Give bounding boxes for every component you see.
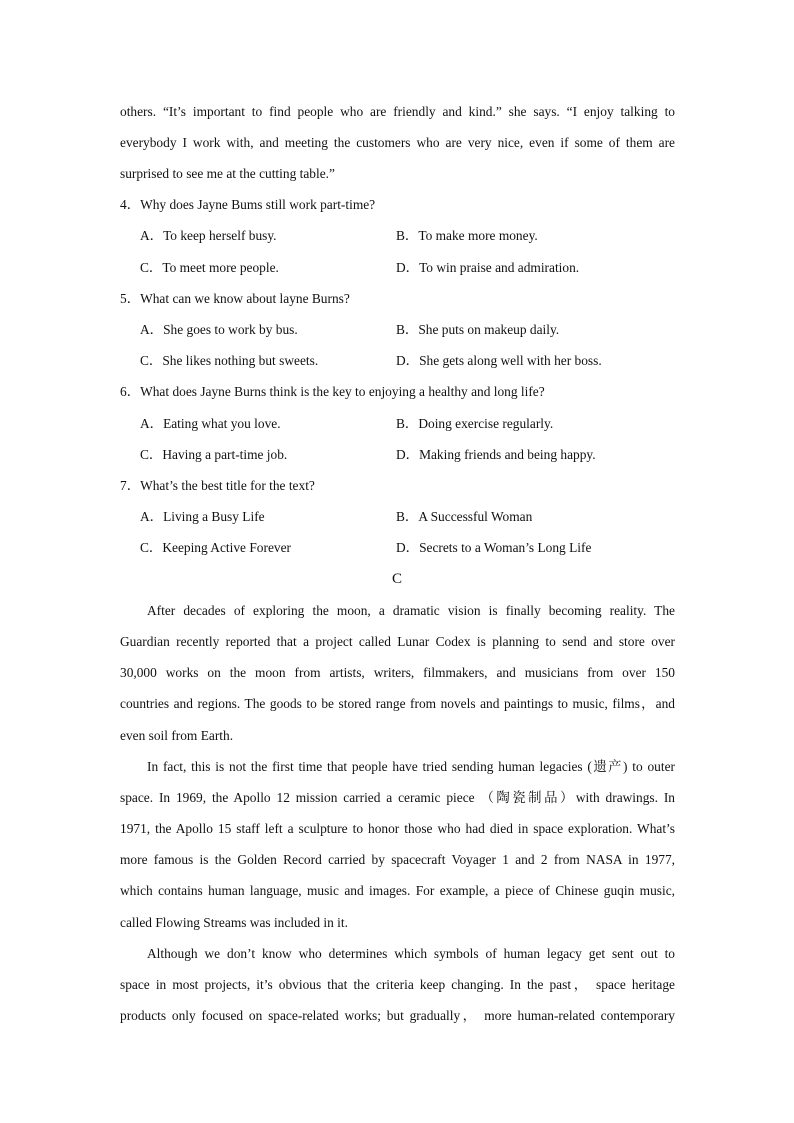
option-letter: C． xyxy=(140,540,163,555)
intro-line: surprised to see me at the cutting table.” xyxy=(120,166,335,181)
option-text: Living a Busy Life xyxy=(163,509,265,524)
question-7 xyxy=(120,476,315,496)
passage-line: countries and regions. The goods to be stored range from novels and paintings to music, films，and xyxy=(120,696,675,711)
option-letter: B． xyxy=(396,228,419,243)
question-text: What’s the best title for the text? xyxy=(140,478,315,493)
option-text: Eating what you love. xyxy=(163,416,281,431)
option-letter: A． xyxy=(140,322,164,337)
passage-line: Guardian recently reported that a project called Lunar Codex is planning to send and store over xyxy=(120,634,675,649)
intro-line: others. “It’s important to find people who are friendly and kind.” she says. “I enjoy talking to xyxy=(120,104,675,119)
option-6b xyxy=(396,414,553,434)
option-4d xyxy=(396,258,579,278)
question-text: What can we know about layne Burns? xyxy=(140,291,350,306)
question-number: 7． xyxy=(120,478,141,493)
passage-line: which contains human language, music and images. For example, a piece of Chinese guqin music, xyxy=(120,883,675,898)
option-letter: A． xyxy=(140,228,164,243)
option-5c xyxy=(140,351,318,371)
option-5d xyxy=(396,351,602,371)
option-text: She puts on makeup daily. xyxy=(418,322,560,337)
option-text: A Successful Woman xyxy=(418,509,533,524)
option-text: She goes to work by bus. xyxy=(163,322,298,337)
option-letter: D． xyxy=(396,353,420,368)
question-5 xyxy=(120,289,350,309)
passage-line: space. In 1969, the Apollo 12 mission carried a ceramic piece （陶瓷制品）with drawings. In xyxy=(120,790,675,805)
option-letter: C． xyxy=(140,353,163,368)
option-letter: C． xyxy=(140,447,163,462)
option-7d xyxy=(396,538,591,558)
passage-line: even soil from Earth. xyxy=(120,728,234,743)
option-text: Having a part-time job. xyxy=(162,447,288,462)
option-text: To win praise and admiration. xyxy=(419,260,580,275)
option-text: To keep herself busy. xyxy=(163,228,277,243)
option-text: To meet more people. xyxy=(162,260,279,275)
passage-line: more famous is the Golden Record carried by spacecraft Voyager 1 and 2 from NASA in 1977, xyxy=(120,852,675,867)
question-6 xyxy=(120,382,545,402)
question-number: 6． xyxy=(120,384,141,399)
passage-line: 30,000 works on the moon from artists, writers, filmmakers, and musicians from over 150 xyxy=(120,665,675,680)
passage-line: called Flowing Streams was included in it. xyxy=(120,915,348,930)
option-letter: D． xyxy=(396,447,420,462)
option-6a xyxy=(140,414,281,434)
option-7b xyxy=(396,507,532,527)
passage-line: Although we don’t know who determines which symbols of human legacy get sent out to xyxy=(147,946,675,961)
option-letter: B． xyxy=(396,509,419,524)
option-text: Making friends and being happy. xyxy=(419,447,596,462)
option-4b xyxy=(396,226,538,246)
option-letter: B． xyxy=(396,416,419,431)
option-text: Keeping Active Forever xyxy=(162,540,291,555)
option-5a xyxy=(140,320,298,340)
option-letter: B． xyxy=(396,322,419,337)
option-6d xyxy=(396,445,596,465)
option-letter: A． xyxy=(140,509,164,524)
question-number: 5． xyxy=(120,291,141,306)
option-4c xyxy=(140,258,279,278)
option-letter: C． xyxy=(140,260,163,275)
option-letter: D． xyxy=(396,260,420,275)
question-4 xyxy=(120,195,375,215)
question-number: 4． xyxy=(120,197,141,212)
option-7a xyxy=(140,507,265,527)
passage-line: In fact, this is not the first time that people have tried sending human legacies (遗产) to outer xyxy=(147,759,675,774)
option-5b xyxy=(396,320,559,340)
option-text: Doing exercise regularly. xyxy=(418,416,554,431)
question-text: What does Jayne Burns think is the key to enjoying a healthy and long life? xyxy=(140,384,545,399)
option-6c xyxy=(140,445,287,465)
passage-line: space in most projects, it’s obvious that the criteria keep changing. In the past， space heritage xyxy=(120,977,675,992)
option-letter: A． xyxy=(140,416,164,431)
option-letter: D． xyxy=(396,540,420,555)
option-text: She likes nothing but sweets. xyxy=(162,353,319,368)
option-text: Secrets to a Woman’s Long Life xyxy=(419,540,592,555)
passage-line: After decades of exploring the moon, a dramatic vision is finally becoming reality. The xyxy=(147,603,675,618)
option-4a xyxy=(140,226,277,246)
option-7c xyxy=(140,538,291,558)
passage-line: products only focused on space-related works; but gradually， more human-related contemporary xyxy=(120,1008,675,1023)
question-text: Why does Jayne Bums still work part-time? xyxy=(140,197,376,212)
option-text: She gets along well with her boss. xyxy=(419,353,602,368)
passage-line: 1971, the Apollo 15 staff left a sculpture to honor those who had died in space exploration. What’s xyxy=(120,821,675,836)
intro-line: everybody I work with, and meeting the customers who are very nice, even if some of them are xyxy=(120,135,675,150)
option-text: To make more money. xyxy=(418,228,538,243)
section-heading: C xyxy=(391,571,402,587)
